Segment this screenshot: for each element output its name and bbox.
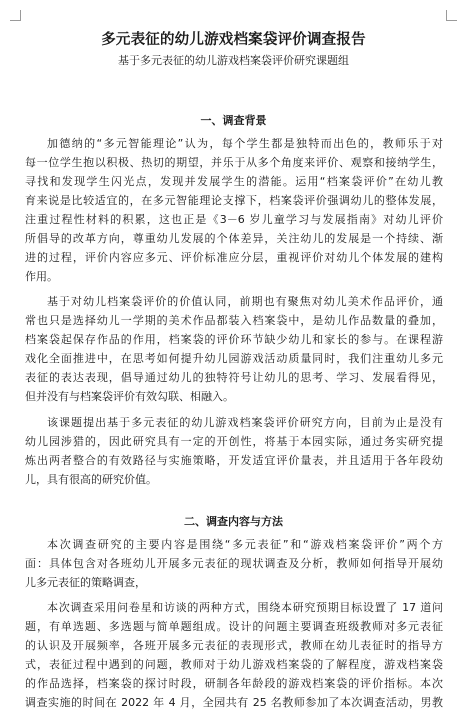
page-corner-mark-top-left xyxy=(10,10,21,21)
paragraph-line: 每一位学生抱以积极、热切的期望，并乐于从多个角度来评价、观察和接纳学生， xyxy=(25,156,443,169)
paragraph-line: 档案袋起保存作品的作用，档案袋的评价环节缺少幼儿和家长的参与。在课程游 xyxy=(25,333,443,346)
document-title: 多元表征的幼儿游戏档案袋评价调查报告 xyxy=(101,32,366,48)
paragraph-line: 戏化全面推进中，在思考如何提升幼儿园游戏活动质量同时，我们注重幼儿多元 xyxy=(25,352,443,365)
paragraph-line: 所倡导的改革方向，尊重幼儿发展的个体差异，关注幼儿的发展是一个持续、渐 xyxy=(25,232,443,245)
paragraph-line: 常也只是选择幼儿一学期的美术作品都装入档案袋中，是幼儿作品数量的叠加， xyxy=(25,314,443,327)
paragraph-line: 面：具体包含对各班幼儿开展多元表征的现状调查及分析，教师如何指导开展幼 xyxy=(25,557,443,570)
paragraph-line: 但并没有与档案袋评价有效勾联、相融入。 xyxy=(25,390,234,403)
paragraph-line: 的作品选择，档案袋的探讨时段，研制各年龄段的游戏档案袋的评价指标。本次 xyxy=(25,677,443,690)
page-corner-mark-top-right xyxy=(446,10,457,21)
paragraph-line: 炼出两者整合的有效路径与实施策略，开发适宜评价量表，并且适用于各年段幼 xyxy=(25,454,443,467)
paragraph-line: 幼儿园涉猎的，因此研究具有一定的开创性，将基于本园实际，通过务实研究提 xyxy=(25,435,443,448)
paragraph-line: 本次调查采用问卷星和访谈的两种方式，围绕本研究预期目标设置了 17 道问 xyxy=(47,601,443,614)
paragraph-line: 基于对幼儿档案袋评价的价值认同，前期也有聚焦对幼儿美术作品评价，通 xyxy=(47,295,443,308)
paragraph-line: 表征的表达表现，倡导通过幼儿的独特符号让幼儿的思考、学习、发展看得见， xyxy=(25,371,443,384)
paragraph-line: 作用。 xyxy=(25,270,58,283)
paragraph-line: 寻找和发现学生闪光点，发现并发展学生的潜能。运用“档案袋评价”在幼儿教 xyxy=(25,175,443,188)
paragraph-line: 进的过程，评价内容应多元、评价标准应分层，重视评价对幼儿个体发展的建构 xyxy=(25,251,443,264)
paragraph-line: 题，有单选题、多选题与简单题组成。设计的问题主要调查班级教师对多元表征 xyxy=(25,620,443,633)
paragraph-line: 育来说是比较适宜的，在多元智能理论支撑下，档案袋评价强调幼儿的整体发展， xyxy=(25,194,443,207)
paragraph-line: 加德纳的“多元智能理论”认为，每个学生都是独特而出色的，教师乐于对 xyxy=(47,137,443,150)
section-heading-content-method: 二、调查内容与方法 xyxy=(184,515,283,528)
section-heading-background: 一、调查背景 xyxy=(200,114,267,127)
paragraph-line: 儿，具有很高的研究价值。 xyxy=(25,473,157,486)
document-subtitle: 基于多元表征的幼儿游戏档案袋评价研究课题组 xyxy=(118,54,349,67)
paragraph-line: 调查实施的时间在 2022 年 4 月，全园共有 25 名教师参加了本次调查活动，男教 xyxy=(25,696,443,709)
paragraph-line: 该课题提出基于多元表征的幼儿游戏档案袋评价研究方向，目前为止是没有 xyxy=(47,416,443,429)
paragraph-line: 注重过程性材料的积累，这也正是《3－6 岁儿童学习与发展指南》对幼儿评价 xyxy=(25,213,443,226)
paragraph-line: 本次调查研究的主要内容是围绕“多元表征”和“游戏档案袋评价”两个方 xyxy=(47,538,443,551)
paragraph-line: 式，表征过程中遇到的问题，教师对于幼儿游戏档案袋的了解程度，游戏档案袋 xyxy=(25,658,443,671)
paragraph-line: 的认识及开展频率，各班开展多元表征的表现形式，教师在幼儿表征时的指导方 xyxy=(25,639,443,652)
paragraph-line: 儿多元表征的策略调查， xyxy=(25,576,146,589)
